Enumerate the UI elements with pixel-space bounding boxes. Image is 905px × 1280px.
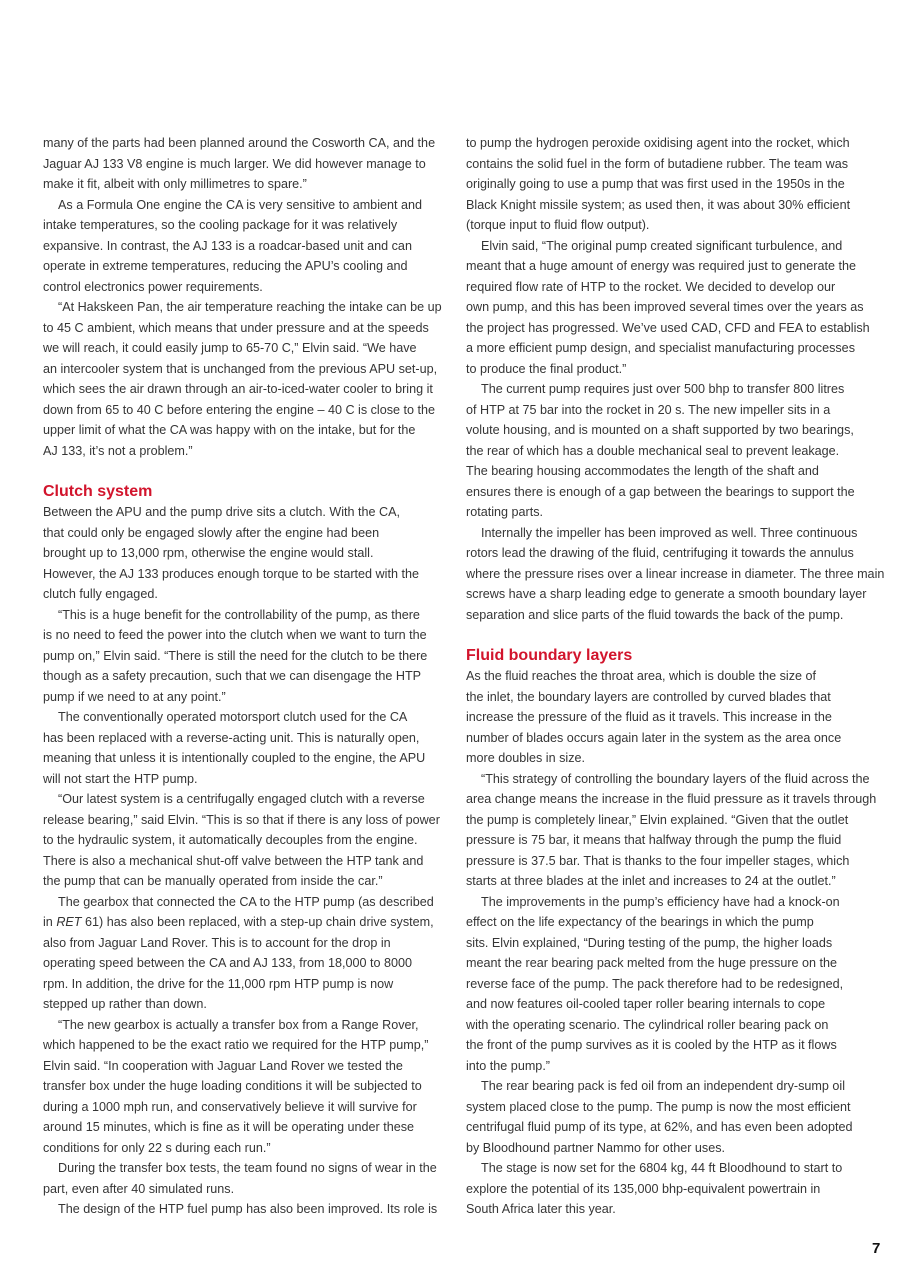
text-line: Black Knight missile system; as used then, it was about 30% efficient bbox=[466, 197, 851, 212]
text-line: As a Formula One engine the CA is very sensitive to ambient and bbox=[58, 197, 423, 212]
text-line: the inlet, the boundary layers are controlled by curved blades that bbox=[466, 689, 831, 704]
paragraph bbox=[43, 892, 443, 1015]
text-line: into the pump.” bbox=[466, 1058, 551, 1073]
text-line: transfer box under the huge loading conditions it will be subjected to bbox=[43, 1079, 422, 1093]
text-line: area change means the increase in the fluid pressure as it travels through bbox=[466, 792, 877, 806]
text-line: (torque input to fluid flow output). bbox=[466, 218, 650, 232]
text-line: screws have a sharp leading edge to generate a smooth boundary layer bbox=[466, 587, 867, 601]
paragraph bbox=[43, 502, 443, 605]
right-column bbox=[466, 133, 885, 1220]
text-line: meaning that unless it is intentionally coupled to the engine, the APU bbox=[43, 751, 426, 765]
text-line: Between the APU and the pump drive sits a clutch. With the CA, bbox=[43, 505, 401, 519]
text-line: meant the rear bearing pack melted from the huge pressure on the bbox=[466, 956, 838, 970]
paragraph bbox=[466, 1158, 866, 1220]
text-line: we will reach, it could easily jump to 65-70 C,” Elvin said. “We have bbox=[43, 341, 417, 355]
text-line: centrifugal fluid pump of its type, at 62%, and has even been adopted bbox=[466, 1120, 853, 1134]
text-line: The gearbox that connected the CA to the HTP pump (as described bbox=[58, 894, 434, 909]
text-line: intake temperatures, so the cooling package for it was relatively bbox=[43, 218, 398, 232]
text-line: also from Jaguar Land Rover. This is to account for the drop in bbox=[43, 935, 391, 950]
paragraph bbox=[466, 1076, 866, 1158]
text-line: the rear of which has a double mechanical seal to prevent leakage. bbox=[466, 443, 840, 458]
text-line: The improvements in the pump’s efficiency have had a knock-on bbox=[481, 894, 840, 909]
text-line: South Africa later this year. bbox=[466, 1202, 616, 1216]
text-line: The conventionally operated motorsport clutch used for the CA bbox=[58, 710, 408, 724]
text-line: upper limit of what the CA was happy with on the intake, but for the bbox=[43, 423, 416, 437]
text-line: conditions for only 22 s during each run.” bbox=[43, 1140, 271, 1155]
text-line: The current pump requires just over 500 bhp to transfer 800 litres bbox=[481, 382, 845, 396]
text-line: to pump the hydrogen peroxide oxidising agent into the rocket, which bbox=[466, 136, 850, 150]
paragraph bbox=[466, 892, 866, 1077]
paragraph bbox=[43, 133, 443, 195]
text-line: “This is a huge benefit for the controllability of the pump, as there bbox=[58, 607, 420, 622]
text-line: control electronics power requirements. bbox=[43, 279, 263, 294]
paragraph bbox=[43, 605, 443, 708]
paragraph bbox=[466, 666, 866, 769]
text-line: There is also a mechanical shut-off valve between the HTP tank and bbox=[43, 853, 424, 868]
text-line: contains the solid fuel in the form of butadiene rubber. The team was bbox=[466, 156, 849, 171]
text-line: system placed close to the pump. The pump is now the most efficient bbox=[466, 1099, 851, 1114]
text-line: effect on the life expectancy of the bearings in which the pump bbox=[466, 915, 814, 929]
text-line: The bearing housing accommodates the length of the shaft and bbox=[466, 464, 819, 478]
text-line: is no need to feed the power into the clutch when we want to turn the bbox=[43, 628, 427, 642]
text-line: rotors lead the drawing of the fluid, centrifuging it towards the annulus bbox=[466, 546, 854, 560]
text-line: However, the AJ 133 produces enough torque to be started with the bbox=[43, 566, 419, 581]
text-line: the pump that can be manually operated from inside the car.” bbox=[43, 874, 383, 888]
page-number: 7 bbox=[872, 1240, 881, 1257]
text-line: release bearing,” said Elvin. “This is so that if there is any loss of power bbox=[43, 812, 440, 827]
text-span: in bbox=[43, 915, 57, 929]
paragraph bbox=[466, 523, 885, 626]
text-line: the project has progressed. We’ve used CAD, CFD and FEA to establish bbox=[466, 320, 870, 335]
text-line: more doubles in size. bbox=[466, 751, 586, 765]
text-line: number of blades occurs again later in the system as the area once bbox=[466, 730, 842, 745]
text-line: and now features oil-cooled taper roller bearing internals to cope bbox=[466, 997, 826, 1011]
text-line: AJ 133, it’s not a problem.” bbox=[43, 443, 193, 458]
text-line: Internally the impeller has been improved as well. Three continuous bbox=[481, 525, 858, 540]
paragraph bbox=[43, 789, 443, 892]
text-line: Elvin said, “The original pump created significant turbulence, and bbox=[481, 238, 843, 253]
text-line: the front of the pump survives as it is cooled by the HTP as it flows bbox=[466, 1038, 837, 1052]
text-line: that could only be engaged slowly after the engine had been bbox=[43, 525, 380, 540]
text-line: own pump, and this has been improved several times over the years as bbox=[466, 300, 864, 314]
text-line: required flow rate of HTP to the rocket. We decided to develop our bbox=[466, 279, 836, 294]
text-line: meant that a huge amount of energy was required just to generate the bbox=[466, 259, 856, 273]
text-line: “Our latest system is a centrifugally engaged clutch with a reverse bbox=[58, 792, 425, 806]
text-line: will not start the HTP pump. bbox=[43, 771, 198, 786]
paragraph bbox=[43, 707, 443, 789]
text-line: starts at three blades at the inlet and increases to 24 at the outlet.” bbox=[466, 874, 836, 888]
left-column bbox=[43, 133, 443, 1220]
text-line: make it fit, albeit with only millimetres to spare.” bbox=[43, 177, 307, 191]
paragraph bbox=[43, 1015, 443, 1159]
text-line: has been replaced with a reverse-acting unit. This is naturally open, bbox=[43, 730, 420, 745]
text-line: “This strategy of controlling the boundary layers of the fluid across the bbox=[481, 771, 870, 786]
text-line: The stage is now set for the 6804 kg, 44 ft Bloodhound to start to bbox=[481, 1161, 843, 1175]
text-line: pump if we need to at any point.” bbox=[43, 689, 226, 704]
text-line: a more efficient pump design, and specialist manufacturing processes bbox=[466, 341, 855, 355]
text-line: sits. Elvin explained, “During testing of the pump, the higher loads bbox=[466, 935, 833, 950]
paragraph bbox=[466, 769, 877, 892]
text-line: explore the potential of its 135,000 bhp-equivalent powertrain in bbox=[466, 1181, 821, 1196]
text-span: 61) has also been replaced, with a step-up chain drive system, bbox=[81, 915, 434, 929]
text-line: reverse face of the pump. The pack therefore had to be redesigned, bbox=[466, 976, 844, 991]
paragraph bbox=[43, 1158, 443, 1199]
text-line: As the fluid reaches the throat area, which is double the size of bbox=[466, 669, 817, 683]
text-line: The rear bearing pack is fed oil from an independent dry-sump oil bbox=[481, 1079, 846, 1093]
text-line: ensures there is enough of a gap between the bearings to support the bbox=[466, 484, 855, 499]
text-line: with the operating scenario. The cylindrical roller bearing pack on bbox=[466, 1017, 829, 1032]
text-line: to produce the final product.” bbox=[466, 361, 627, 376]
text-line: operating speed between the CA and AJ 133, from 18,000 to 8000 bbox=[43, 956, 412, 970]
text-line: separation and slice parts of the fluid towards the back of the pump. bbox=[466, 607, 844, 622]
text-line: the pump is completely linear,” Elvin explained. “Given that the outlet bbox=[466, 812, 849, 827]
text-line: operate in extreme temperatures, reducing the APU’s cooling and bbox=[43, 259, 408, 273]
text-line: which sees the air drawn through an air-to-iced-water cooler to bring it bbox=[43, 382, 433, 396]
text-line: increase the pressure of the fluid as it travels. This increase in the bbox=[466, 710, 832, 724]
text-line: to 45 C ambient, which means that under pressure and at the speeds bbox=[43, 320, 429, 335]
text-line: expansive. In contrast, the AJ 133 is a roadcar-based unit and can bbox=[43, 238, 412, 253]
text-line: Jaguar AJ 133 V8 engine is much larger. We did however manage to bbox=[43, 156, 426, 171]
text-line: pump on,” Elvin said. “There is still the need for the clutch to be there bbox=[43, 648, 428, 663]
text-line: which happened to be the exact ratio we required for the HTP pump,” bbox=[43, 1038, 429, 1052]
text-line: stepped up rather than down. bbox=[43, 997, 207, 1011]
paragraph bbox=[466, 236, 870, 380]
paragraph bbox=[466, 133, 866, 236]
text-line: though as a safety precaution, such that we can disengage the HTP bbox=[43, 669, 422, 683]
text-line: “At Hakskeen Pan, the air temperature reaching the intake can be up bbox=[58, 300, 442, 314]
text-line: part, even after 40 simulated runs. bbox=[43, 1181, 235, 1196]
text-line: by Bloodhound partner Nammo for other uses. bbox=[466, 1140, 726, 1155]
text-line: pressure is 75 bar, it means that halfway through the pump the fluid bbox=[466, 833, 842, 847]
text-line: clutch fully engaged. bbox=[43, 587, 158, 601]
paragraph bbox=[43, 195, 443, 298]
section-heading: Fluid boundary layers bbox=[466, 646, 633, 664]
text-line: “The new gearbox is actually a transfer box from a Range Rover, bbox=[58, 1017, 419, 1032]
text-line: around 15 minutes, which is fine as it will be operating under these bbox=[43, 1120, 415, 1134]
text-line: rpm. In addition, the drive for the 11,000 rpm HTP pump is now bbox=[43, 976, 394, 991]
paragraph bbox=[43, 1199, 443, 1220]
italic-text: RET bbox=[56, 915, 82, 929]
text-line: During the transfer box tests, the team found no signs of wear in the bbox=[58, 1161, 437, 1175]
section-heading: Clutch system bbox=[43, 482, 153, 500]
text-line: of HTP at 75 bar into the rocket in 20 s. The new impeller sits in a bbox=[466, 402, 831, 417]
paragraph bbox=[43, 297, 443, 461]
text-line bbox=[43, 912, 443, 933]
text-line: pressure is 37.5 bar. That is thanks to the four impeller stages, which bbox=[466, 853, 850, 868]
text-line: many of the parts had been planned around the Cosworth CA, and the bbox=[43, 136, 436, 150]
text-line: rotating parts. bbox=[466, 505, 544, 519]
text-line: brought up to 13,000 rpm, otherwise the engine would stall. bbox=[43, 546, 374, 560]
text-line: an intercooler system that is unchanged from the previous APU set-up, bbox=[43, 361, 438, 376]
text-line: volute housing, and is mounted on a shaft supported by two bearings, bbox=[466, 423, 854, 437]
text-line: where the pressure rises over a linear increase in diameter. The three main bbox=[466, 566, 885, 581]
text-line: The design of the HTP fuel pump has also been improved. Its role is bbox=[58, 1202, 438, 1216]
text-line: to the hydraulic system, it automatically decouples from the engine. bbox=[43, 833, 418, 847]
text-line: during a 1000 mph run, and conservatively believe it will survive for bbox=[43, 1099, 417, 1114]
text-line: originally going to use a pump that was first used in the 1950s in the bbox=[466, 177, 845, 191]
paragraph bbox=[466, 379, 866, 523]
text-line: Elvin said. “In cooperation with Jaguar Land Rover we tested the bbox=[43, 1058, 403, 1073]
text-line: down from 65 to 40 C before entering the engine – 40 C is close to the bbox=[43, 402, 436, 417]
